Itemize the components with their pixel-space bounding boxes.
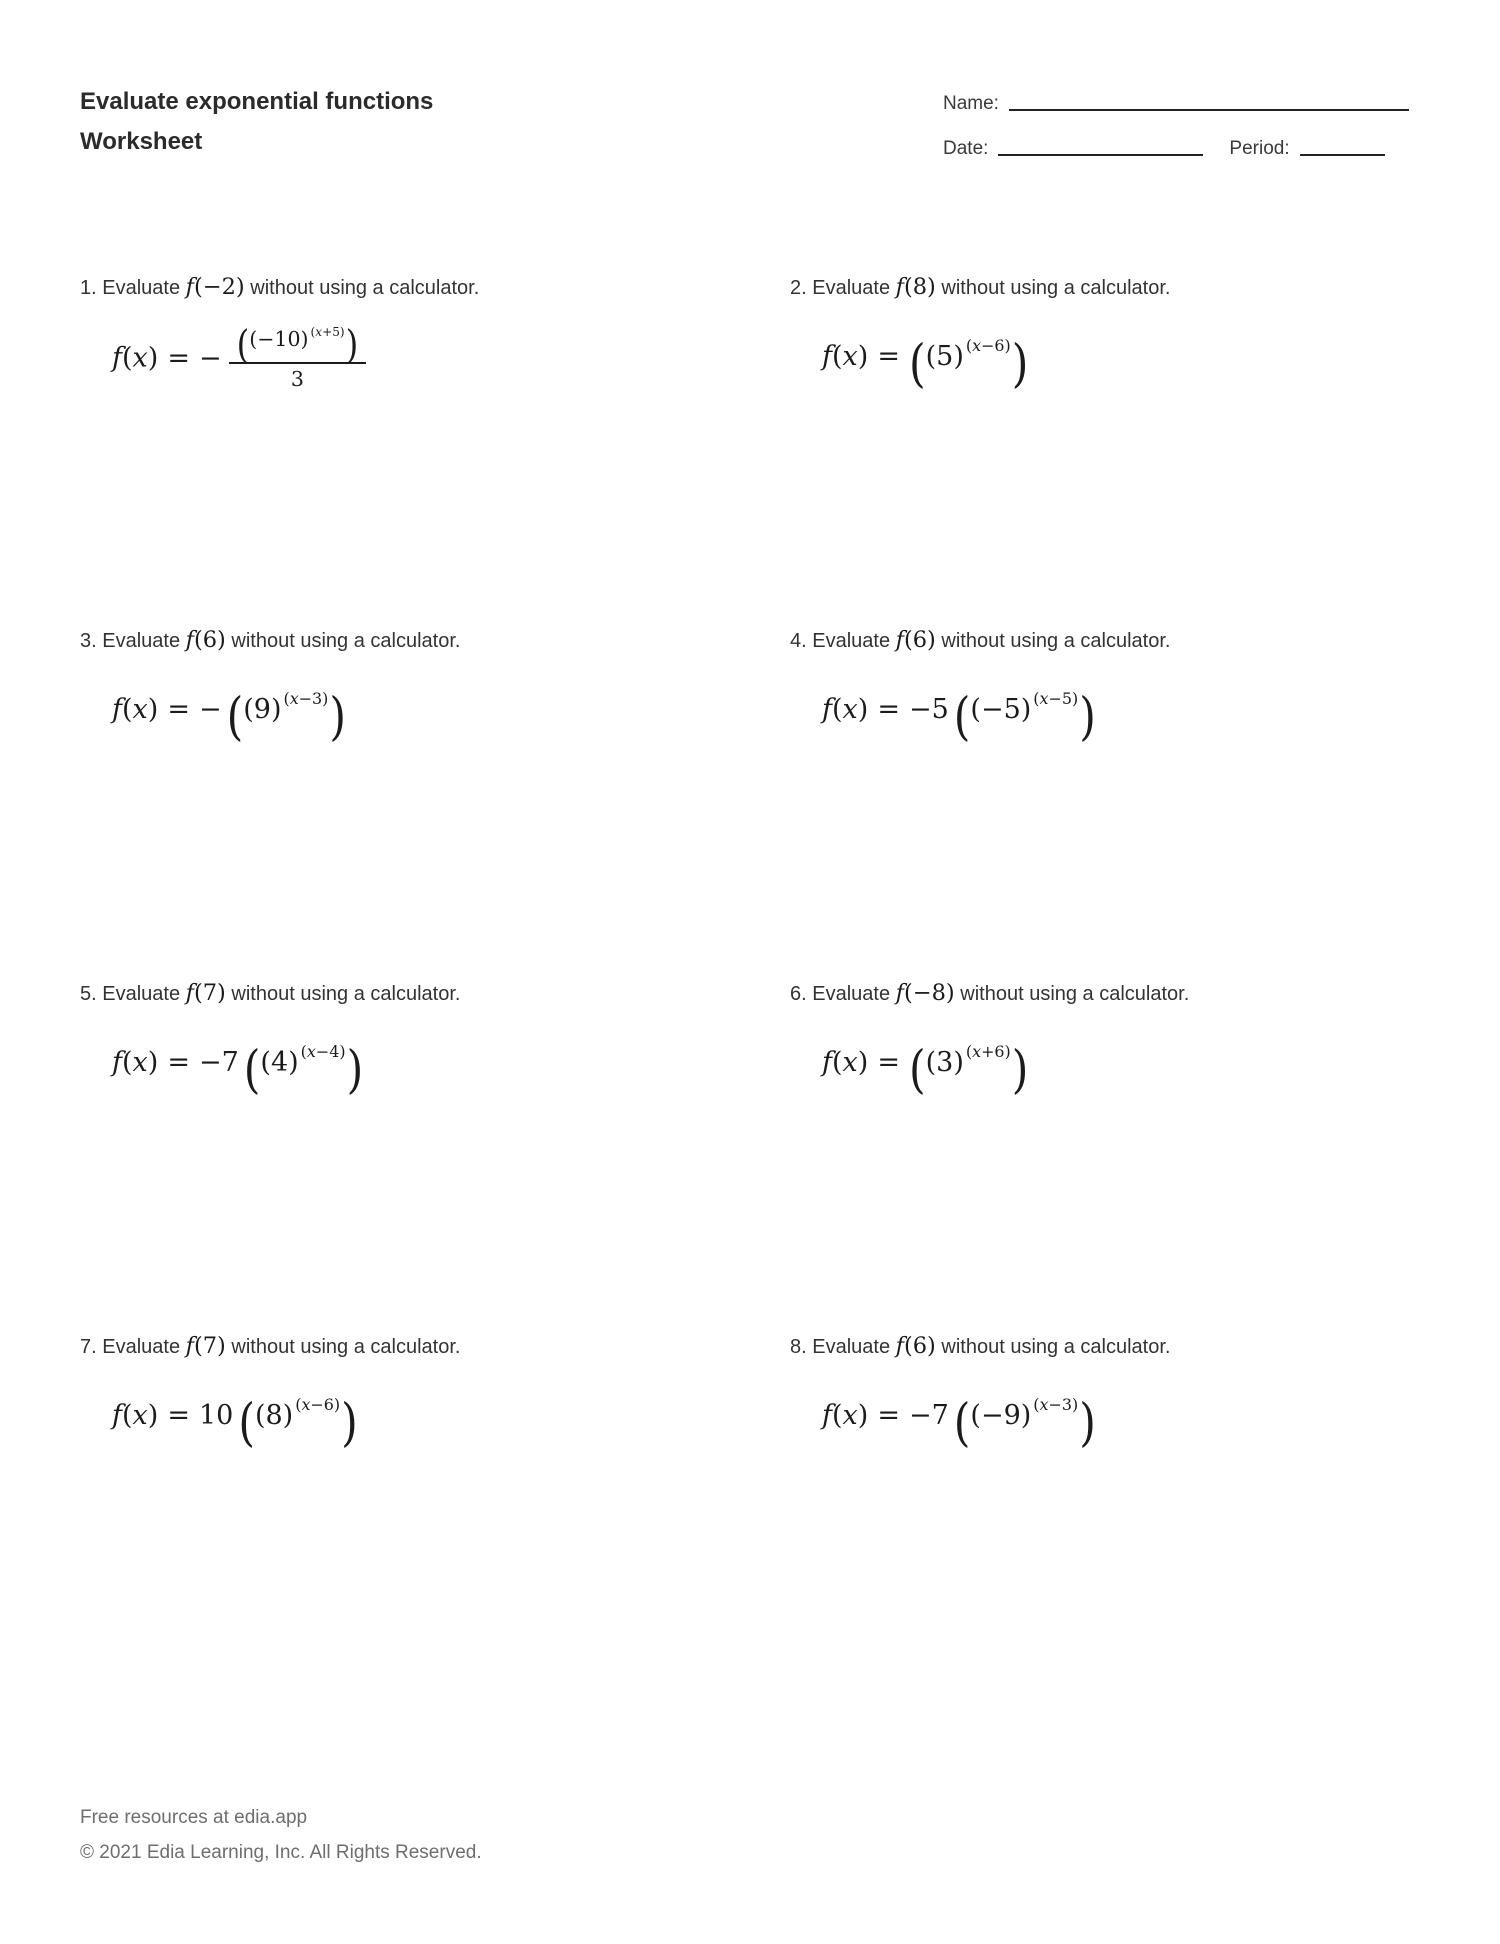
x-variable: x (306, 1042, 316, 1062)
exp-rest: −3) (298, 689, 329, 709)
date-period-row (943, 138, 1385, 160)
lhs-open-paren: ( (122, 1400, 133, 1431)
x-variable: x (842, 694, 858, 725)
exp-rest: −5) (1048, 689, 1079, 709)
problem-prompt-suffix: without using a calculator. (941, 277, 1171, 299)
lhs-open-paren: ( (122, 694, 133, 725)
lhs-close-paren: ) (857, 1400, 869, 1431)
formula (822, 686, 1440, 747)
base: (−5) (970, 694, 1032, 725)
lhs-open-paren: ( (122, 342, 133, 374)
page-title: Evaluate exponential functions (80, 88, 434, 115)
f-symbol: f (895, 627, 904, 653)
problem-prompt-suffix: without using a calculator. (960, 983, 1190, 1005)
x-variable: x (1039, 689, 1049, 709)
function-call (186, 627, 226, 653)
big-open-paren: ( (236, 321, 250, 368)
exp-rest: −6) (981, 336, 1011, 356)
base: (3) (925, 1047, 964, 1078)
exp-open-paren: ( (283, 689, 290, 709)
equals-sign: = (167, 1047, 190, 1078)
coefficient: −5 (908, 694, 949, 725)
function-argument: (−2) (193, 274, 245, 300)
exp-open-paren: ( (300, 1042, 307, 1062)
problem-heading (80, 625, 790, 656)
lhs-close-paren: ) (857, 341, 869, 372)
function-argument: (6) (903, 627, 936, 653)
exp-rest: +5) (322, 324, 345, 339)
problem-prompt-suffix: without using a calculator. (231, 1336, 461, 1358)
lhs-open-paren: ( (122, 1047, 133, 1078)
base: (8) (254, 1400, 294, 1431)
x-variable: x (972, 336, 982, 356)
equals-sign: = (167, 1400, 190, 1431)
problem-prompt-suffix: without using a calculator. (250, 277, 480, 299)
function-call (186, 1333, 226, 1359)
problem-2 (790, 272, 1440, 625)
leading-minus: − (198, 694, 222, 725)
f-symbol: f (895, 980, 904, 1006)
f-symbol: f (822, 1400, 832, 1431)
problem-prompt-prefix: 4. Evaluate (790, 630, 891, 652)
big-close-paren: ) (329, 686, 347, 747)
lhs-open-paren: ( (832, 1400, 843, 1431)
footer-copyright-text: © 2021 Edia Learning, Inc. All Rights Reserved. (80, 1842, 482, 1863)
x-variable: x (289, 689, 299, 709)
base: (5) (925, 341, 964, 372)
lhs-open-paren: ( (832, 341, 843, 372)
lhs-close-paren: ) (857, 1047, 869, 1078)
base: (4) (260, 1047, 299, 1078)
problem-3 (80, 625, 790, 978)
exponent (283, 689, 328, 708)
problem-6 (790, 978, 1440, 1331)
x-variable: x (972, 1042, 982, 1062)
function-call (896, 627, 936, 653)
problem-heading (790, 625, 1440, 656)
exp-open-paren: ( (310, 324, 316, 339)
coefficient: 10 (198, 1400, 234, 1431)
problem-heading (790, 1331, 1440, 1362)
problem-prompt-prefix: 3. Evaluate (80, 630, 181, 652)
function-argument: (7) (193, 1333, 226, 1359)
big-open-paren: ( (953, 686, 971, 747)
function-argument: (8) (903, 274, 936, 300)
problems-grid (80, 272, 1440, 1684)
exp-rest: −3) (1048, 1395, 1079, 1415)
lhs-open-paren: ( (832, 1047, 843, 1078)
f-symbol: f (112, 694, 122, 725)
problem-prompt-prefix: 1. Evaluate (80, 277, 181, 299)
f-symbol: f (112, 1400, 122, 1431)
problem-prompt-prefix: 6. Evaluate (790, 983, 891, 1005)
x-variable: x (132, 694, 148, 725)
exp-open-paren: ( (1033, 689, 1040, 709)
f-symbol: f (895, 1333, 904, 1359)
big-open-paren: ( (243, 1039, 261, 1100)
fraction (229, 321, 367, 393)
f-symbol: f (185, 980, 194, 1006)
f-symbol: f (185, 274, 194, 300)
f-symbol: f (112, 1047, 122, 1078)
function-argument: (−8) (903, 980, 955, 1006)
f-symbol: f (895, 274, 904, 300)
base: (−9) (970, 1400, 1032, 1431)
x-variable: x (132, 1400, 148, 1431)
x-variable: x (315, 324, 323, 339)
name-row (943, 93, 1409, 115)
problem-prompt-prefix: 5. Evaluate (80, 983, 181, 1005)
exp-open-paren: ( (965, 336, 973, 356)
function-call (896, 980, 955, 1006)
equals-sign: = (167, 694, 190, 725)
f-symbol: f (822, 694, 832, 725)
x-variable: x (132, 1047, 148, 1078)
big-close-paren: ) (1011, 333, 1029, 394)
formula (822, 1392, 1440, 1453)
equals-sign: = (877, 341, 900, 372)
x-variable: x (842, 1047, 858, 1078)
equals-sign: = (877, 1400, 900, 1431)
x-variable: x (1039, 1395, 1049, 1415)
exponent (311, 325, 345, 339)
f-symbol: f (185, 1333, 194, 1359)
big-close-paren: ) (341, 1392, 358, 1453)
name-blank-line (1009, 95, 1409, 111)
big-open-paren: ( (908, 333, 926, 394)
problem-heading (790, 272, 1440, 303)
exp-open-paren: ( (295, 1395, 302, 1415)
exponent (966, 336, 1011, 355)
exp-rest: −6) (310, 1395, 341, 1415)
problem-heading (80, 1331, 790, 1362)
function-argument: (7) (193, 980, 226, 1006)
big-close-paren: ) (1011, 1039, 1029, 1100)
f-symbol: f (822, 341, 832, 372)
base: (−10) (249, 327, 309, 351)
period-blank-line (1300, 140, 1385, 156)
formula (112, 686, 790, 747)
function-argument: (6) (193, 627, 226, 653)
exp-rest: −4) (315, 1042, 346, 1062)
f-symbol: f (112, 342, 122, 374)
big-close-paren: ) (345, 321, 359, 368)
function-call (896, 1333, 936, 1359)
big-close-paren: ) (1079, 686, 1096, 747)
big-open-paren: ( (226, 686, 244, 747)
problem-prompt-prefix: 7. Evaluate (80, 1336, 181, 1358)
title-block (80, 82, 433, 162)
problem-prompt-prefix: 2. Evaluate (790, 277, 891, 299)
lhs-close-paren: ) (147, 1047, 159, 1078)
exp-rest: +6) (981, 1042, 1011, 1062)
exponent (1033, 1395, 1078, 1414)
fraction-numerator (229, 321, 367, 368)
fraction-denominator: 3 (229, 362, 367, 394)
big-open-paren: ( (238, 1392, 255, 1453)
x-variable: x (842, 341, 858, 372)
page-subtitle: Worksheet (80, 128, 203, 155)
equals-sign: = (877, 1047, 900, 1078)
problem-5 (80, 978, 790, 1331)
base: (9) (243, 694, 282, 725)
exp-open-paren: ( (965, 1042, 973, 1062)
date-blank-line (998, 140, 1203, 156)
coefficient: −7 (908, 1400, 949, 1431)
lhs-close-paren: ) (147, 1400, 159, 1431)
formula (822, 1039, 1440, 1100)
big-close-paren: ) (346, 1039, 364, 1100)
formula (112, 321, 790, 393)
lhs-close-paren: ) (147, 694, 159, 725)
f-symbol: f (822, 1047, 832, 1078)
formula (112, 1039, 790, 1100)
problem-prompt-suffix: without using a calculator. (231, 630, 461, 652)
problem-heading (80, 272, 790, 303)
problem-prompt-prefix: 8. Evaluate (790, 1336, 891, 1358)
big-close-paren: ) (1079, 1392, 1096, 1453)
x-variable: x (301, 1395, 311, 1415)
name-label: Name: (943, 93, 999, 114)
formula (822, 333, 1440, 394)
problem-prompt-suffix: without using a calculator. (941, 1336, 1171, 1358)
problem-prompt-suffix: without using a calculator. (941, 630, 1171, 652)
coefficient: −7 (198, 1047, 239, 1078)
period-label: Period: (1229, 138, 1290, 159)
big-open-paren: ( (953, 1392, 971, 1453)
function-call (186, 980, 226, 1006)
footer (80, 1800, 482, 1870)
problem-7 (80, 1331, 790, 1684)
equals-sign: = (167, 342, 190, 374)
exponent (295, 1395, 340, 1414)
lhs-close-paren: ) (857, 694, 869, 725)
big-open-paren: ( (908, 1039, 926, 1100)
x-variable: x (132, 342, 148, 374)
function-call (896, 274, 936, 300)
exponent (1033, 689, 1078, 708)
exponent (301, 1042, 346, 1061)
problem-4 (790, 625, 1440, 978)
problem-8 (790, 1331, 1440, 1684)
function-argument: (6) (903, 1333, 936, 1359)
formula (112, 1392, 790, 1453)
date-label: Date: (943, 138, 989, 159)
equals-sign: = (877, 694, 900, 725)
footer-resources-text: Free resources at edia.app (80, 1807, 308, 1828)
problem-heading (80, 978, 790, 1009)
f-symbol: f (185, 627, 194, 653)
problem-prompt-suffix: without using a calculator. (231, 983, 461, 1005)
problem-1 (80, 272, 790, 625)
x-variable: x (842, 1400, 858, 1431)
exponent (966, 1042, 1011, 1061)
exp-open-paren: ( (1033, 1395, 1040, 1415)
leading-minus: − (198, 342, 222, 374)
function-call (186, 274, 245, 300)
lhs-open-paren: ( (832, 694, 843, 725)
problem-heading (790, 978, 1440, 1009)
lhs-close-paren: ) (147, 342, 159, 374)
